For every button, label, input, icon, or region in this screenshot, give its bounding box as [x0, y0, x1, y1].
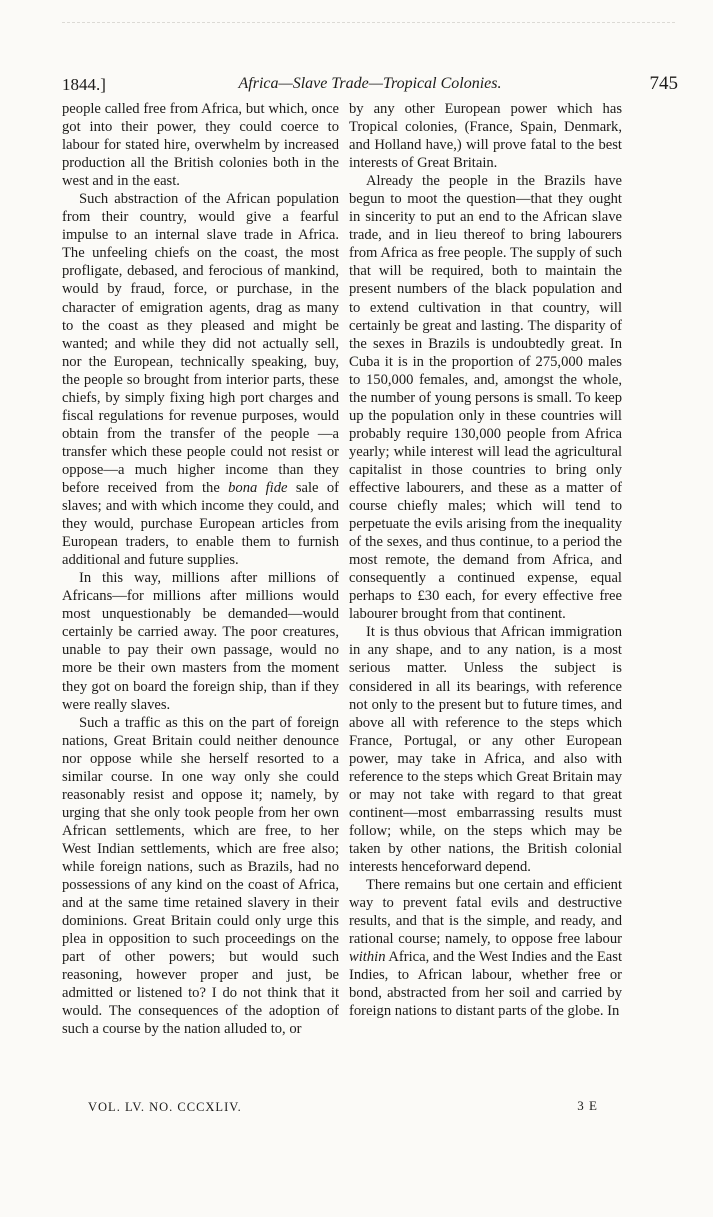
paragraph: people called free from Africa, but which, once got into their power, they could coerce to labour for stated hire, overwhelm by increased production all the British colonies both in the west and in the east.	[62, 101, 339, 190]
right-column	[349, 100, 622, 1020]
header-year: 1844.]	[62, 75, 106, 94]
page-footer	[88, 1100, 598, 1120]
paragraph: There remains but one certain and efficient way to prevent fatal evils and destructive results, and that is the simple, and ready, and rational course; namely, to oppose free labour within Africa, and the West Indies and the East Indies, to African labour, whether free or bond, abstracted from her soil and carried by foreign nations to distant parts of the globe. In	[349, 877, 622, 1020]
paragraph: by any other European power which has Tropical colonies, (France, Spain, Denmark, and Holland have,) will prove fatal to the best interests of Great Britain.	[349, 101, 622, 172]
italic-phrase: within	[349, 949, 386, 966]
signature-mark: 3 E	[577, 1098, 598, 1113]
header-title: Africa—Slave Trade—Tropical Colonies.	[238, 75, 502, 92]
paragraph: Such abstraction of the African population from their country, would give a fearful impulse to an internal slave trade in Africa. The unfeeling chiefs on the coast, the most profligate, debased, and ferocious of mankind, would by fraud, force, or purchase, in the character of emigration agents, drag as many to the coast as they pleased and might be wanted; and while they did not actually sell, nor the European, technically speaking, buy, the people so brought from interior parts, these chiefs, by simply fixing high port charges and fiscal regulations for revenue purposes, would obtain from the transfer of the people —a transfer which these people could not resist or oppose—a much higher income than they before received from the bona fide sale of slaves; and with which income they could, and they would, purchase European articles from European traders, to enable them to furnish additional and future supplies.	[62, 191, 339, 569]
running-header	[62, 75, 678, 97]
page-number: 745	[649, 73, 678, 94]
paragraph: Such a traffic as this on the part of foreign nations, Great Britain could neither denounce nor oppose while she herself resorted to a similar course. In one way only she could reasonably resist and oppose it; namely, by urging that she only took people from her own African settlements, which are free, to her West Indian settlements, which are free also; while foreign nations, such as Brazils, had no possessions of any kind on the coast of Africa, and at the same time retained slavery in their dominions. Great Britain could only urge this plea in opposition to such proceedings on the part of other powers; but would such reasoning, however proper and just, be admitted or listened to? I do not think that it would. The consequences of the adoption of such a course by the nation alluded to, or	[62, 714, 339, 1038]
top-scan-rule	[62, 22, 675, 23]
left-column	[62, 100, 339, 1038]
italic-phrase: bona fide	[228, 479, 288, 496]
volume-line: VOL. LV. NO. CCCXLIV.	[88, 1100, 242, 1114]
paragraph: Already the people in the Brazils have begun to moot the question—that they ought in sincerity to put an end to the African slave trade, and in lieu thereof to bring labourers from Africa as free people. The supply of such that will be required, both to maintain the present numbers of the black population and to extend cultivation in that country, will certainly be great and lasting. The disparity of the sexes in Brazils is undoubtedly great. In Cuba it is in the proportion of 275,000 males to 150,000 females, and, amongst the whole, the number of young persons is small. To keep up the population only in these countries will probably require 130,000 people from Africa yearly; while interest will lead the agricultural capitalist in those countries to bring only effective labourers, and these as a matter of course chiefly males; which will tend to perpetuate the evils arising from the inequality of the sexes, and thus continue, to a period the most remote, the demand from Africa, and consequently a continued expense, equal perhaps to £30 each, for every effective free labourer brought from that continent.	[349, 173, 622, 623]
paragraph: It is thus obvious that African immigration in any shape, and to any nation, is a most serious matter. Unless the subject is considered in all its bearings, with reference not only to the present but to future times, and above all with reference to the steps which France, Portugal, or any other European power, may take in Africa, and also with reference to the steps which Great Britain may or may not take with regard to that great continent—most embarrassing results must follow; while, on the steps which may be taken by other nations, the British colonial interests henceforward depend.	[349, 624, 622, 875]
paragraph: In this way, millions after millions of Africans—for millions after millions would most unquestionably be demanded—would certainly be carried away. The poor creatures, unable to pay their own passage, would no more be their own masters from the moment they got on board the foreign ship, than if they were really slaves.	[62, 570, 339, 713]
